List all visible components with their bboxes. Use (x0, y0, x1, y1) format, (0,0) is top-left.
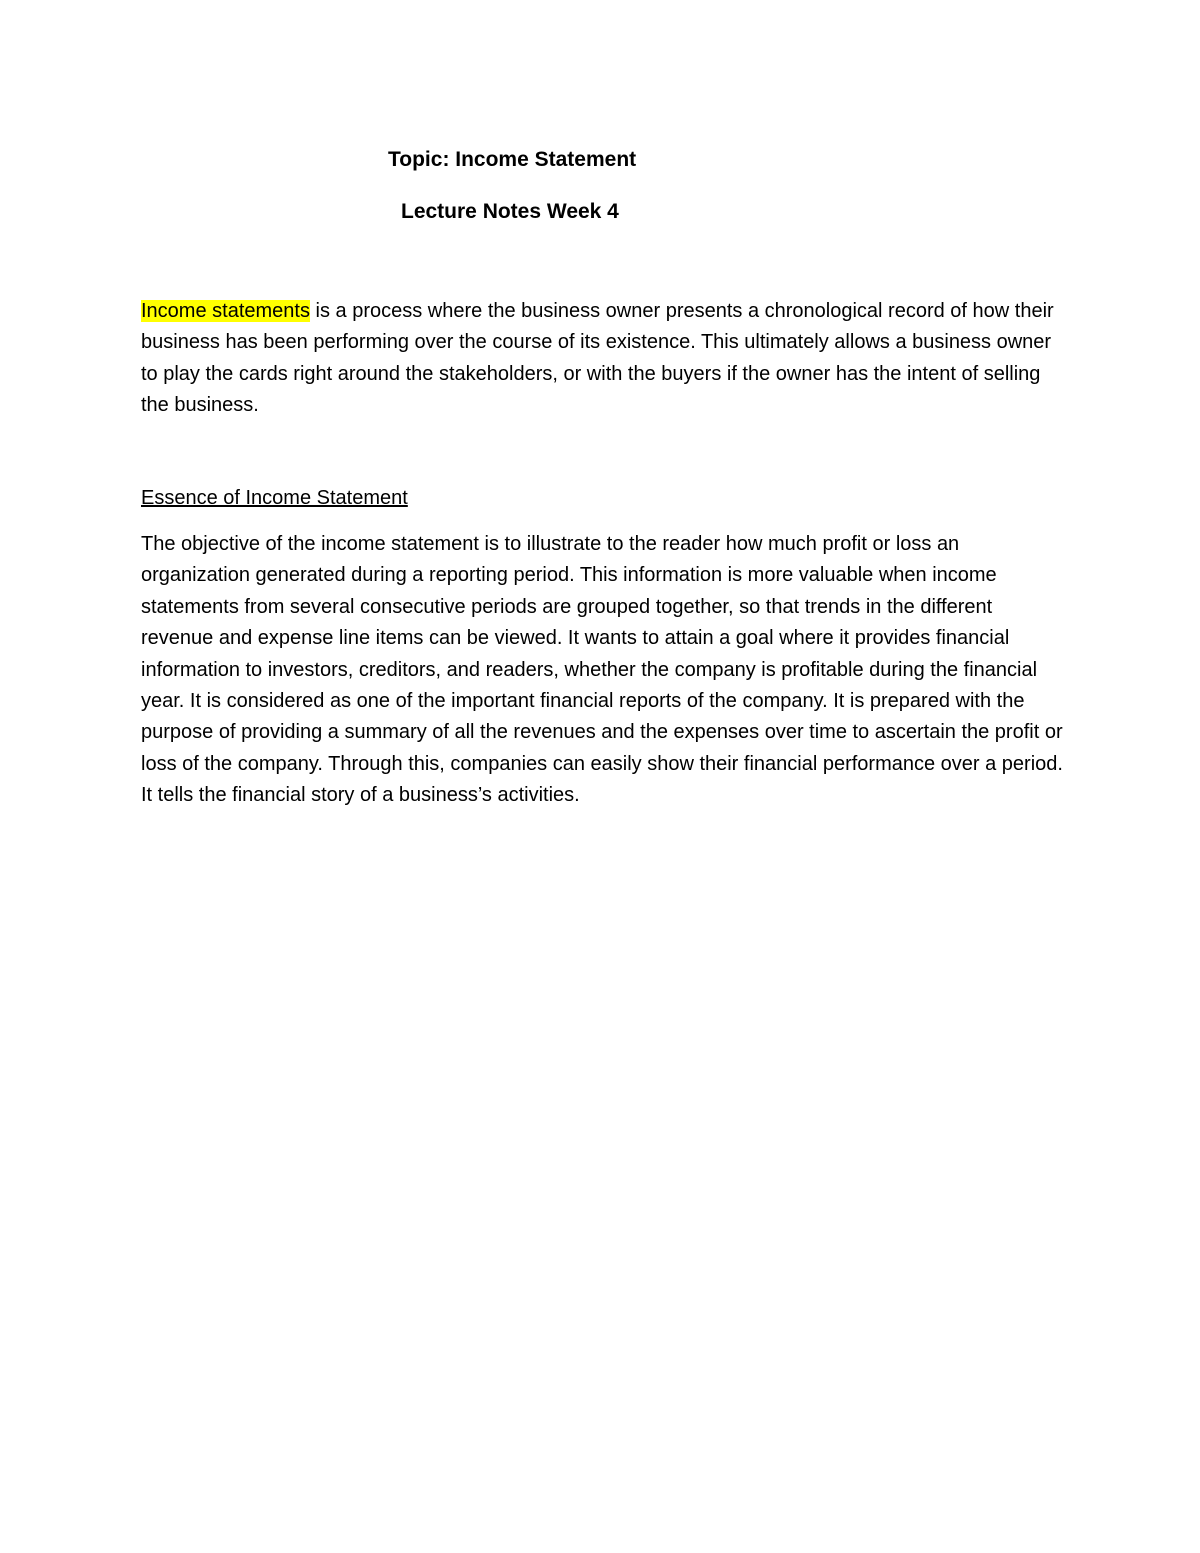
intro-paragraph (141, 296, 1066, 422)
section-heading: Essence of Income Statement (141, 487, 408, 509)
section-body-paragraph: The objective of the income statement is to illustrate to the reader how much profit or loss an organization generated during a reporting period. This information is more valuable when income statements from several consecutive periods are grouped together, so that trends in the different revenue and expense line items can be viewed. It wants to attain a goal where it provides financial information to investors, creditors, and readers, whether the company is profitable during the financial year. It is considered as one of the important financial reports of the company. It is prepared with the purpose of providing a summary of all the revenues and the expenses over time to ascertain the profit or loss of the company. Through this, companies can easily show their financial performance over a period. It tells the financial story of a business’s activities. (141, 533, 1063, 807)
lecture-week-title: Lecture Notes Week 4 (401, 200, 619, 223)
intro-paragraph-text: is a process where the business owner presents a chronological record of how their business has been performing over the course of its existence. This ultimately allows a business owner to play the cards right around the stakeholders, or with the buyers if the owner has the intent of selling the business. (141, 300, 1054, 417)
topic-title: Topic: Income Statement (388, 148, 637, 171)
highlighted-term: Income statements (141, 300, 310, 322)
